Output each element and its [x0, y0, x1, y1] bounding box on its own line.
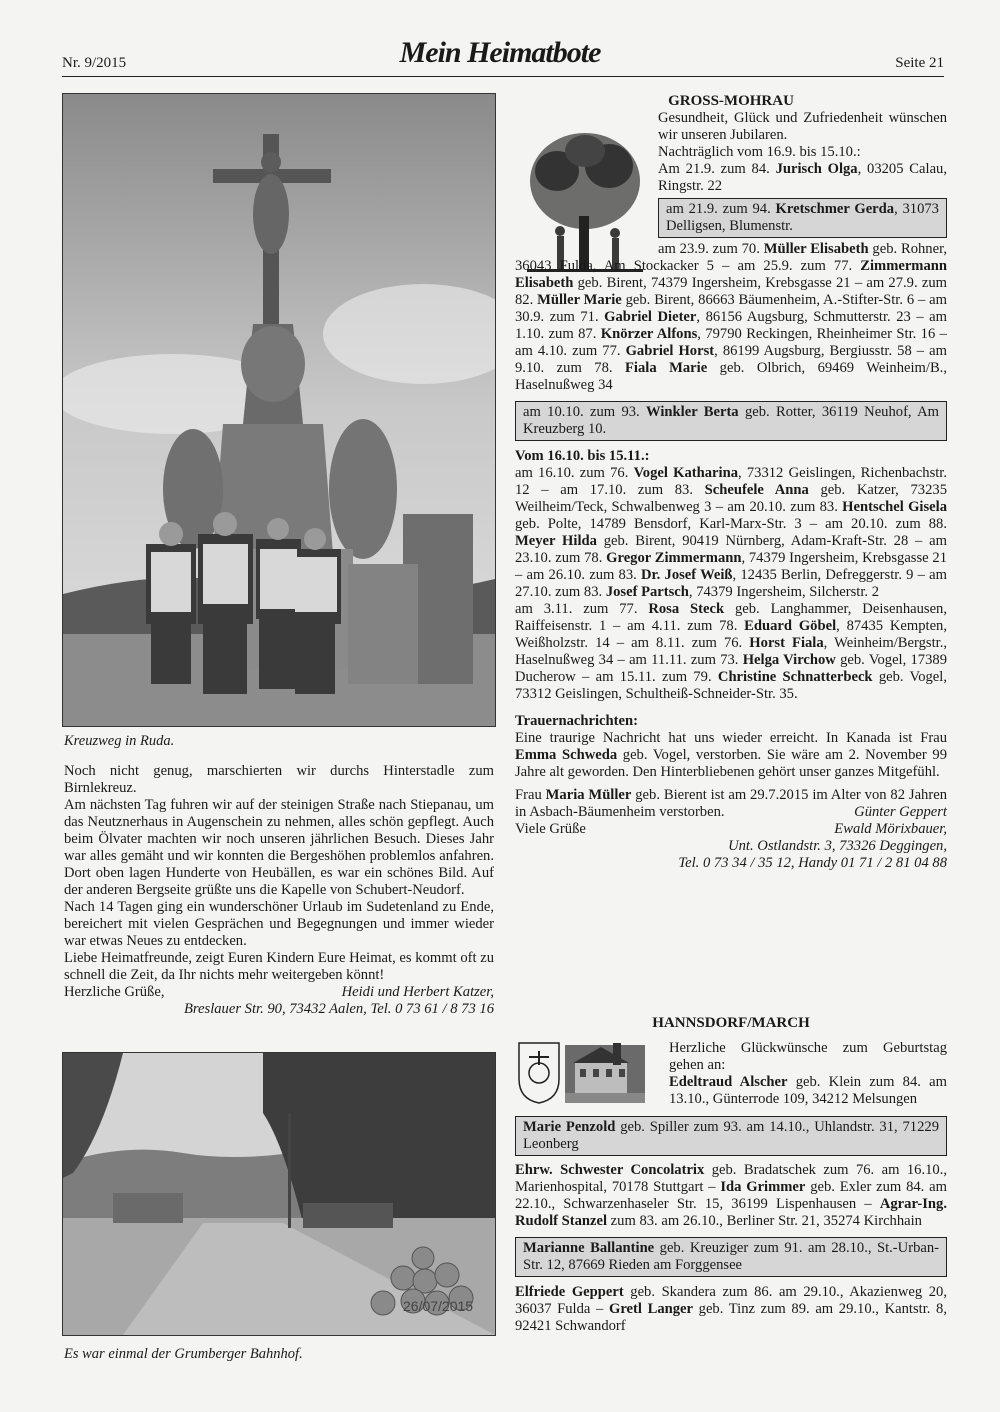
highlight-box: Marie Penzold geb. Spiller zum 93. am 14.10., Uhlandstr. 31, 71229 Leonberg [515, 1116, 947, 1156]
intro-text: Herzliche Glückwünsche zum Geburtstag gehen an: [669, 1040, 947, 1073]
obituary-text: Eine traurige Nachricht hat uns wieder erreicht. In Kanada ist Frau Emma Schweda geb. Vogel, verstorben. Sie wäre am 2. November 99 Jahre alt geworden. Den Hinterbliebenen gehört unser ganzes Mitgefühl. [515, 730, 947, 780]
birthday-list: Ehrw. Schwester Concolatrix geb. Bradatschek zum 76. am 16.10., Marienhospital, 70178 Stuttgart – Ida Grimmer geb. Exler zum 84. am 22.10., Schwarzenhaseler Str. 15, 36199 Lispenhausen – Agrar-Ing. Rudolf Stanzel zum 83. am 26.10., Berliner Str. 21, 35274 Kirchhain [515, 1162, 947, 1229]
paragraph: Noch nicht genug, marschierten wir durchs Hinterstadle zum Birnlekreuz. [64, 763, 494, 796]
sender-address: Breslauer Str. 90, 73432 Aalen, Tel. 0 73 61 / 8 73 16 [184, 1001, 494, 1017]
birthday-list: am 16.10. zum 76. Vogel Katharina, 73312 Geislingen, Richenbachstr. 12 – am 17.10. zum 83. Scheufele Anna geb. Katzer, 73235 Weilheim/Teck, Schwalbenweg 3 – am 20.10. zum 83. Hentschel Gisela geb. Polte, 14789 Bensdorf, Karl-Marx-Str. 3 – am 20.10. zum 88. Meyer Hilda geb. Birent, 90419 Nürnberg, Adam-Kraft-Str. 28 – am 23.10. zum 78. Gregor Zimmermann, 74379 Ingersheim, Krebsgasse 21 – am 26.10. zum 83. Dr. Josef Weiß, 12435 Berlin, Defreggerstr. 9 – am 27.10. zum 83. Josef Partsch, 74379 Ingersheim, Silcherstr. 2 [515, 465, 947, 600]
closing-greeting: Viele Grüße [515, 821, 586, 837]
highlight-box: Marianne Ballantine geb. Kreuziger zum 91. am 28.10., St.-Urban-Str. 12, 87669 Rieden am Forggensee [515, 1237, 947, 1277]
birthday-entry: Edeltraud Alscher geb. Klein zum 84. am 13.10., Günterrode 109, 34212 Melsungen [669, 1074, 947, 1107]
page-number: Seite 21 [895, 55, 944, 71]
station-photo [62, 1052, 496, 1336]
station-caption: Es war einmal der Grumberger Bahnhof. [64, 1346, 303, 1362]
signature: Ewald Mörixbauer, [834, 821, 947, 837]
birthday-list: am 3.11. zum 77. Rosa Steck geb. Langhammer, Deisenhausen, Raiffeisenstr. 1 – am 4.11. zum 78. Eduard Göbel, 87435 Kempten, Weißholzstr. 14 – am 8.11. zum 76. Horst Fiala, Weinheim/Bergstr., Haselnußweg 34 – am 11.11. zum 73. Helga Virchow geb. Vogel, 17389 Ducherow – am 15.11. zum 79. Christine Schnatterbeck geb. Vogel, 73312 Geislingen, Schultheiß-Schneider-Str. 35. [515, 601, 948, 702]
obituary-title: Trauernachrichten: [515, 713, 638, 729]
section-title: GROSS-MOHRAU [668, 93, 794, 109]
greeting: Herzliche Grüße, [64, 984, 165, 1000]
period-label: Vom 16.10. bis 15.11.: [515, 448, 650, 464]
paragraph: Am nächsten Tag fuhren wir auf der steinigen Straße nach Stiepanau, um das Neutznerhaus in Augenschein zu nehmen, alles schön gepflegt. Auch beim Ölvater machten wir noch unseren jährlichen Besuch. Dieses Jahr war alles gemäht und wir konnten die Bergeshöhen problemlos anfahren. Dort oben lagen Hunderte von Heubällen, es war ein schönes Bild. Auf der anderen Bergseite grüßte uns die Kapelle von Schubert-Neudorf. [64, 797, 494, 898]
obituary-text: Frau Maria Müller geb. Bierent ist am 29.7.2015 im Alter von 82 Jahren in Asbach-Bäumenheim verstorben. [515, 787, 947, 820]
date-stamp: 26/07/2015 [403, 1298, 474, 1314]
left-article [64, 763, 494, 1018]
paragraph: Liebe Heimatfreunde, zeigt Euren Kindern Eure Heimat, es kommt oft zu schnell die Zeit, da Ihr nichts mehr weitergeben könnt! [64, 950, 494, 983]
signature: Heidi und Herbert Katzer, [341, 984, 494, 1000]
period-label: Nachträglich vom 16.9. bis 15.10.: [658, 144, 861, 160]
birthday-entry: Am 21.9. zum 84. Jurisch Olga, 03205 Calau, Ringstr. 22 [658, 161, 948, 194]
gross-mohrau-section [515, 93, 947, 872]
hannsdorf-section [515, 1015, 947, 1335]
crucifix-caption: Kreuzweg in Ruda. [64, 733, 175, 749]
obituary-signature: Günter Geppert [854, 804, 947, 820]
highlight-box: am 21.9. zum 94. Kretschmer Gerda, 31073 Delligsen, Blumenstr. [658, 198, 947, 238]
issue-number: Nr. 9/2015 [62, 55, 127, 71]
contact-phone: Tel. 0 73 34 / 35 12, Handy 01 71 / 2 81 04 88 [678, 855, 947, 871]
contact-address: Unt. Ostlandstr. 3, 73326 Deggingen, [728, 838, 947, 854]
intro-text: Gesundheit, Glück und Zufriedenheit wünschen wir unseren Jubilaren. [658, 110, 947, 143]
birthday-list: Elfriede Geppert geb. Skandera zum 86. am 29.10., Akazienweg 20, 36037 Fulda – Gretl Langer geb. Tinz zum 89. am 29.10., Kantstr. 8, 92421 Schwandorf [515, 1284, 947, 1334]
birthday-list: am 23.9. zum 70. Müller Elisabeth geb. Rohner, 36043 Fulda, Am Stockacker 5 – am 25.9. zum 77. Zimmermann Elisabeth geb. Birent, 74379 Ingersheim, Krebsgasse 21 – am 27.9. zum 82. Müller Marie geb. Birent, 86663 Bäumenheim, A.-Stifter-Str. 6 – am 30.9. zum 71. Gabriel Dieter, 86156 Augsburg, Schmutterstr. 23 – am 1.10. zum 87. Knörzer Alfons, 79790 Reckingen, Rheinheimer Str. 16 – am 4.10. zum 77. Gabriel Horst, 86199 Augsburg, Bergiusstr. 58 – am 9.10. zum 78. Fiala Marie geb. Olbrich, 69469 Weinheim/B., Haselnußweg 34 [515, 241, 948, 393]
header-rule [62, 76, 944, 77]
section-title: HANNSDORF/MARCH [652, 1015, 810, 1031]
highlight-box: am 10.10. zum 93. Winkler Berta geb. Rotter, 36119 Neuhof, Am Kreuzberg 10. [515, 401, 947, 441]
paragraph: Nach 14 Tagen ging ein wunderschöner Urlaub im Sudetenland zu Ende, bereichert mit vielen Gesprächen und Begegnungen und immer wieder war etwas Neues zu entdecken. [64, 899, 494, 949]
crucifix-photo [62, 93, 496, 727]
masthead-title: Mein Heimatbote [399, 36, 601, 69]
